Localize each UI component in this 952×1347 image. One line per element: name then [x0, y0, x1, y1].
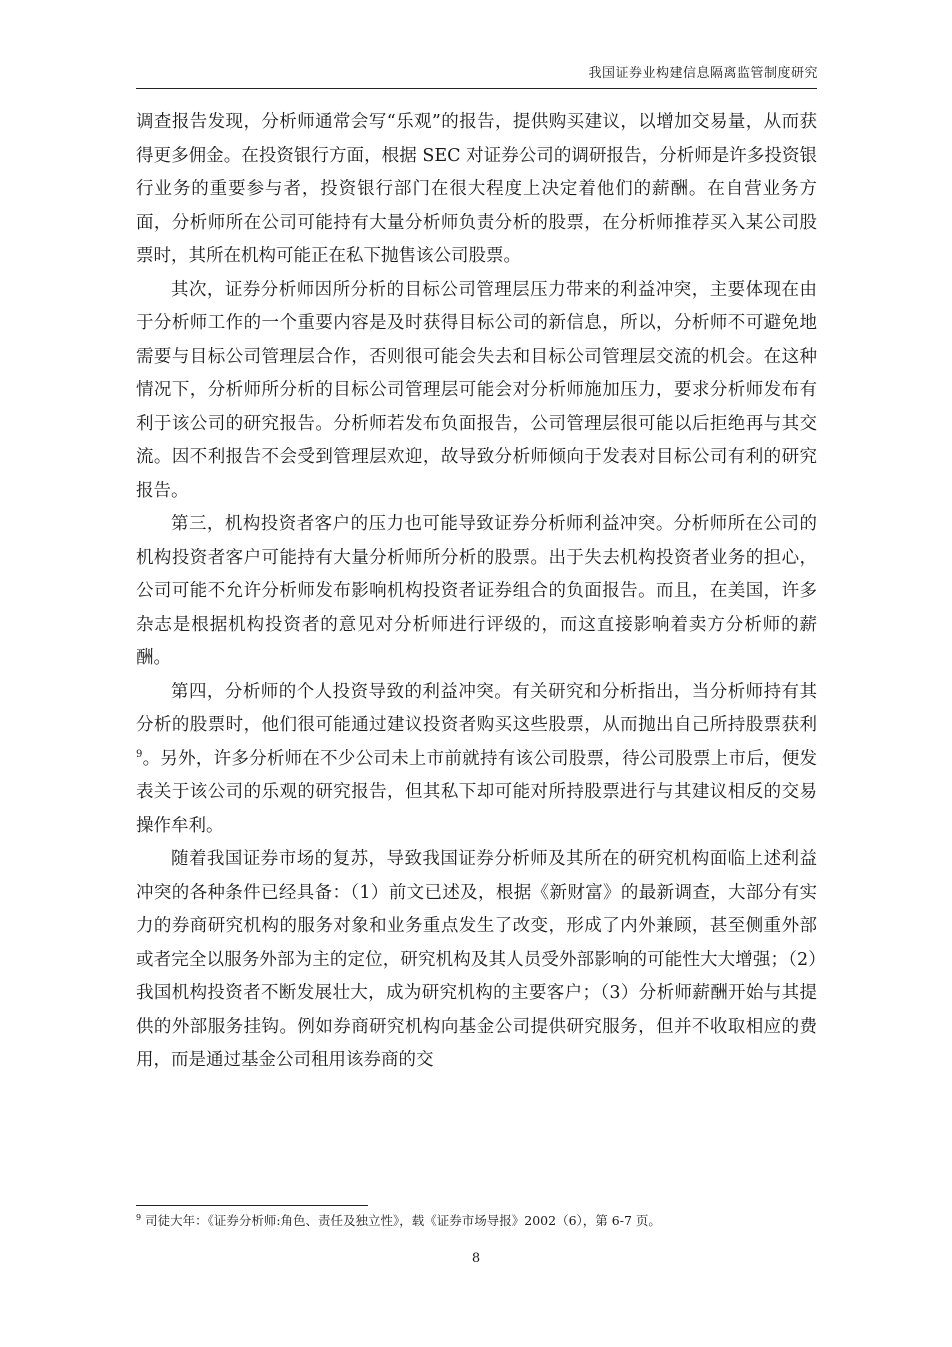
body-text — [136, 106, 817, 1078]
paragraph-5: 随着我国证券市场的复苏，导致我国证券分析师及其所在的研究机构面临上述利益冲突的各种条件已经具备：（1）前文已述及，根据《新财富》的最新调查，大部分有实力的券商研究机构的服务对象和业务重点发生了改变，形成了内外兼顾，甚至侧重外部或者完全以服务外部为主的定位，研究机构及其人员受外部影响的可能性大大增强；（2）我国机构投资者不断发展壮大，成为研究机构的主要客户；（3）分析师薪酬开始与其提供的外部服务挂钩。例如券商研究机构向基金公司提供研究服务，但并不收取相应的费用，而是通过基金公司租用该券商的交 — [136, 849, 817, 1070]
footnote — [136, 1212, 817, 1230]
running-header: 我国证券业构建信息隔离监管制度研究 — [588, 66, 818, 81]
paragraph-1: 调查报告发现，分析师通常会写“乐观”的报告，提供购买建议，以增加交易量，从而获得更多佣金。在投资银行方面，根据 SEC 对证券公司的调研报告，分析师是许多投资银行业务的重要参与者，投资银行部门在很大程度上决定着他们的薪酬。在自营业务方面，分析师所在公司可能持有大量分析师负责分析的股票，在分析师推荐买入某公司股票时，其所在机构可能正在私下抛售该公司股票。 — [136, 112, 817, 266]
footnote-marker: 9 — [136, 1212, 142, 1222]
paragraph-4 — [136, 676, 817, 844]
footnote-reference[interactable]: 9 — [136, 748, 143, 760]
paragraph-2: 其次，证券分析师因所分析的目标公司管理层压力带来的利益冲突，主要体现在由于分析师工作的一个重要内容是及时获得目标公司的新信息，所以，分析师不可避免地需要与目标公司管理层合作，否则很可能会失去和目标公司管理层交流的机会。在这种情况下，分析师所分析的目标公司管理层可能会对分析师施加压力，要求分析师发布有利于该公司的研究报告。分析师若发布负面报告，公司管理层很可能以后拒绝再与其交流。因不利报告不会受到管理层欢迎，故导致分析师倾向于发表对目标公司有利的研究报告。 — [136, 279, 817, 501]
paragraph-3: 第三，机构投资者客户的压力也可能导致证券分析师利益冲突。分析师所在公司的机构投资者客户可能持有大量分析师所分析的股票。出于失去机构投资者业务的担心，公司可能不允许分析师发布影响机构投资者证券组合的负面报告。而且，在美国，许多杂志是根据机构投资者的意见对分析师进行评级的，而这直接影响着卖方分析师的薪酬。 — [136, 514, 817, 668]
paragraph-4-text-after: 。另外，许多分析师在不少公司未上市前就持有该公司股票，待公司股票上市后，便发表关于该公司的乐观的研究报告，但其私下却可能对所持股票进行与其建议相反的交易操作牟利。 — [136, 748, 817, 836]
paragraph-4-text-before: 第四，分析师的个人投资导致的利益冲突。有关研究和分析指出，当分析师持有其分析的股票时，他们很可能通过建议投资者购买这些股票，从而抛出自己所持股票获利 — [136, 681, 817, 735]
footnote-text: 司徒大年：《证券分析师:角色、责任及独立性》，载《证券市场导报》2002（6），第 6-7 页。 — [141, 1213, 661, 1228]
header-rule — [136, 88, 817, 89]
page-number: 8 — [471, 1251, 481, 1266]
footnote-rule — [136, 1205, 368, 1206]
